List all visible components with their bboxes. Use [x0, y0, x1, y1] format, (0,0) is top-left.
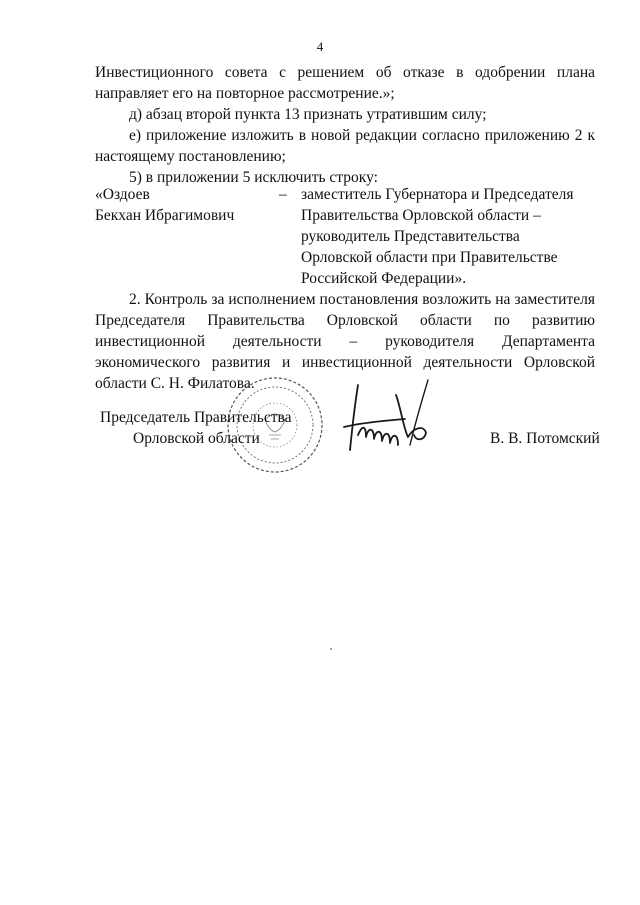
signatory-title-line-2: Орловской области [133, 430, 260, 447]
excluded-name-line-1: «Оздоев [95, 186, 150, 203]
excluded-person-name [95, 184, 275, 226]
amendments-text [95, 62, 595, 188]
paragraph-item-5: 5) в приложении 5 исключить строку: [129, 169, 378, 186]
excluded-dash: – [279, 186, 287, 203]
signatory-name: В. В. Потомский [490, 430, 600, 447]
page-number: 4 [316, 39, 324, 54]
excluded-person-position: заместитель Губернатора и Председателя Правительства Орловской области – руководитель Представительства Орловской области при Правительстве Российской Федерации». [301, 186, 574, 287]
scan-speck [330, 648, 332, 650]
signature-block [0, 405, 640, 485]
paragraph-investment-council: Инвестиционного совета с решением об отказе в одобрении плана направляет его на повторное рассмотрение.»; [95, 64, 595, 102]
excluded-name-line-2: Бекхан Ибрагимович [95, 207, 235, 224]
signatory-title-line-1: Председатель Правительства [100, 409, 292, 426]
signature-mark [310, 375, 460, 465]
paragraph-item-d: д) абзац второй пункта 13 признать утратившим силу; [129, 106, 487, 123]
paragraph-item-e: е) приложение изложить в новой редакции согласно приложению 2 к настоящему постановлению; [95, 127, 595, 165]
control-paragraph: 2. Контроль за исполнением постановления возложить на заместителя Председателя Правительства Орловской области по развитию инвестиционной деятельности – руководителя Департамента экономического развития и инвестиционной деятельности Орловской области С. Н. Филатова. [95, 291, 595, 392]
